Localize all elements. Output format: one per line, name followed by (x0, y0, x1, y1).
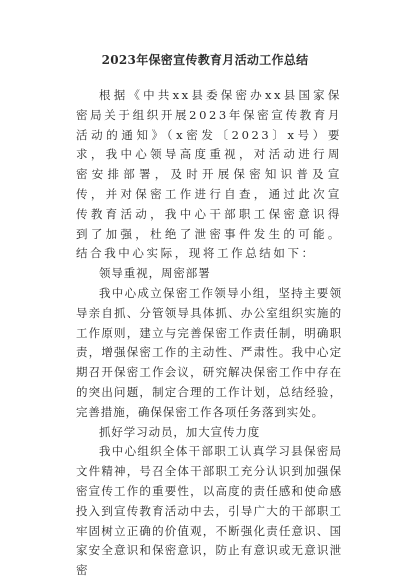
section-heading-publicity: 抓好学习动员，加大宣传力度 (99, 424, 261, 439)
document-title: 2023年保密宣传教育月活动工作总结 (101, 53, 309, 67)
section-paragraph-leadership: 我中心成立保密工作领导小组，坚持主要领导亲自抓、分管领导具体抓、办公室组织实施的工作原则，建立与完善保密工作责任制，明确职责，增强保密工作的主动性、严肃性。我中心定期召开保密工作会议，研究解决保密工作中存在的突出问题，制定合理的工作计划，总结经验，完善措施，确保保密工作各项任务落到实处。 (76, 285, 342, 419)
section-paragraph-publicity: 我中心组织全体干部职工认真学习县保密局文件精神，号召全体干部职工充分认识到加强保密宣传工作的重要性，以高度的责任感和使命感投入到宣传教育活动中去，引导广大的干部职工牢固树立正确的价值观，不断强化责任意识、国家安全意识和保密意识，防止有意识或无意识泄密 (76, 444, 342, 578)
document-body (76, 86, 342, 581)
intro-paragraph: 根据《中共xx县委保密办xx县国家保密局关于组织开展2023年保密宣传教育月活动的通知》（x密发〔2023〕x号）要求，我中心领导高度重视，对活动进行周密安排部署，及时开展保密知识普及宣传，并对保密工作进行自查，通过此次宣传教育活动，我中心干部职工保密意识得到了加强，杜绝了泄密事件发生的可能。结合我中心实际，现将工作总结如下： (76, 88, 342, 261)
section-heading-leadership: 领导重视，周密部署 (99, 266, 211, 281)
